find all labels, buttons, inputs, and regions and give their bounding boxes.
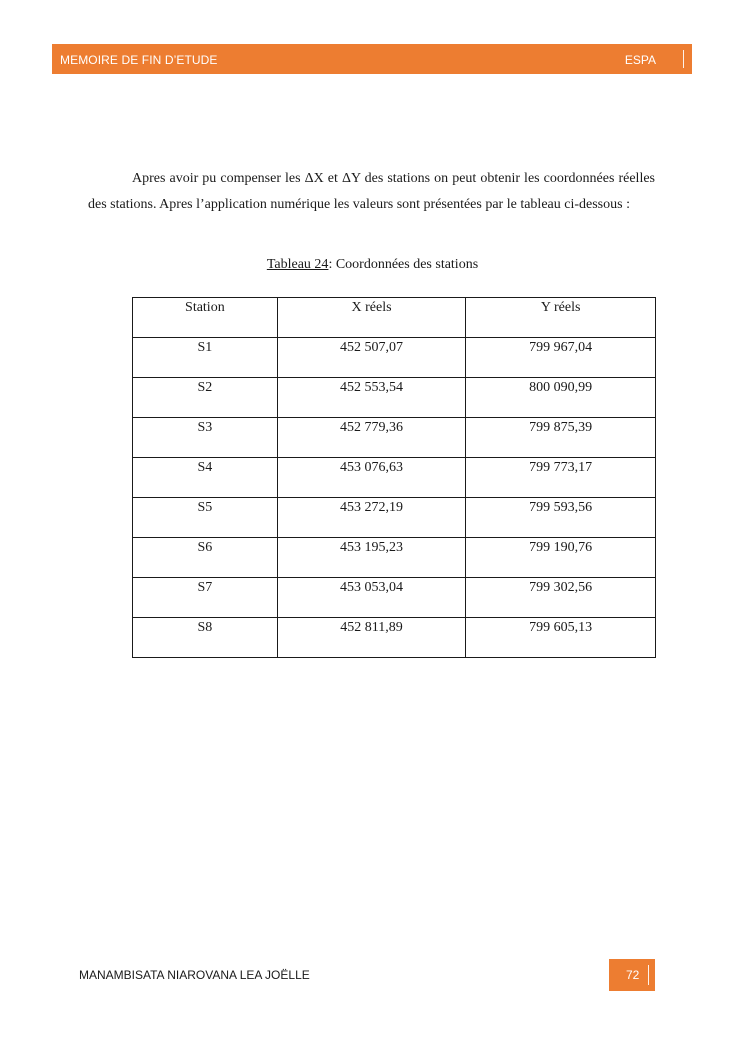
y-cell: 799 190,76 [466, 538, 656, 578]
x-cell: 452 553,54 [277, 378, 466, 418]
table-row [133, 418, 656, 458]
page-number-divider [648, 965, 649, 985]
page-number: 72 [626, 968, 640, 982]
header-title: MEMOIRE DE FIN D’ETUDE [60, 53, 218, 67]
page-number-box [609, 959, 655, 991]
station-cell: S4 [133, 458, 278, 498]
header-divider [683, 50, 684, 68]
table-row [133, 458, 656, 498]
body-paragraph: Apres avoir pu compenser les ΔX et ΔY des stations on peut obtenir les coordonnées réelles des stations. Apres l’application numérique les valeurs sont présentées par le tableau ci-dessous : [88, 171, 655, 212]
stations-table [132, 297, 656, 658]
y-cell: 799 302,56 [466, 578, 656, 618]
station-cell: S1 [133, 338, 278, 378]
table-row [133, 338, 656, 378]
x-cell: 452 507,07 [277, 338, 466, 378]
station-cell: S8 [133, 618, 278, 658]
station-cell: S6 [133, 538, 278, 578]
table-row [133, 498, 656, 538]
table-caption-label: Tableau 24 [266, 257, 329, 272]
station-cell: S7 [133, 578, 278, 618]
y-cell: 799 593,56 [466, 498, 656, 538]
table-row [133, 538, 656, 578]
station-cell: S5 [133, 498, 278, 538]
y-cell: 799 875,39 [466, 418, 656, 458]
table-row [133, 578, 656, 618]
y-cell: 799 773,17 [466, 458, 656, 498]
column-header-station: Station [133, 298, 278, 338]
y-cell: 799 605,13 [466, 618, 656, 658]
footer-author: MANAMBISATA NIAROVANA LEA JOËLLE [79, 968, 310, 982]
x-cell: 453 076,63 [277, 458, 466, 498]
station-cell: S2 [133, 378, 278, 418]
column-header-y: Y réels [466, 298, 656, 338]
x-cell: 452 779,36 [277, 418, 466, 458]
x-cell: 453 272,19 [277, 498, 466, 538]
x-cell: 452 811,89 [277, 618, 466, 658]
table-row [133, 618, 656, 658]
table-caption-text: : Coordonnées des stations [328, 257, 479, 272]
table-header-row [133, 298, 656, 338]
x-cell: 453 053,04 [277, 578, 466, 618]
page-header [52, 44, 692, 74]
y-cell: 800 090,99 [466, 378, 656, 418]
table-row [133, 378, 656, 418]
station-cell: S3 [133, 418, 278, 458]
column-header-x: X réels [277, 298, 466, 338]
y-cell: 799 967,04 [466, 338, 656, 378]
x-cell: 453 195,23 [277, 538, 466, 578]
table-caption [0, 257, 745, 273]
header-school: ESPA [624, 53, 656, 67]
